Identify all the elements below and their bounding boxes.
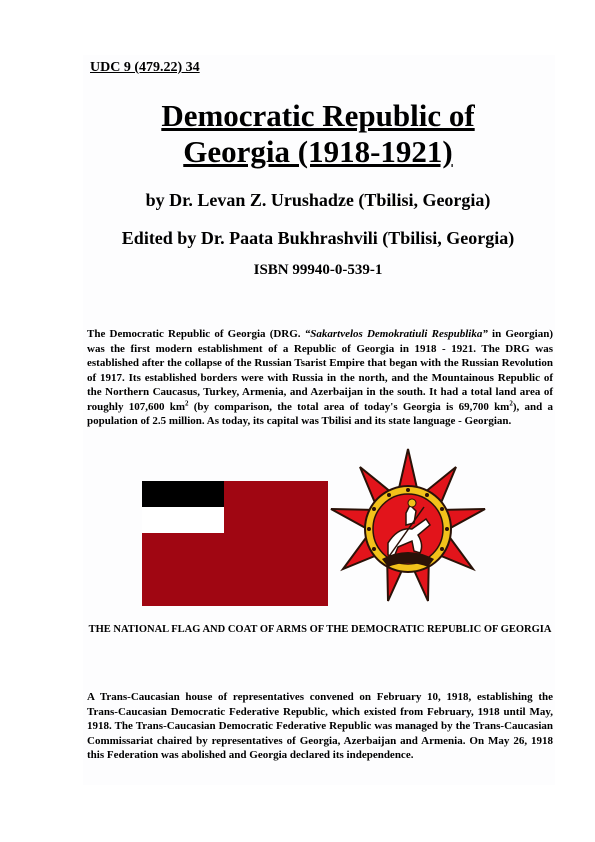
coat-of-arms [328,447,488,607]
author-line: by Dr. Levan Z. Urushadze (Tbilisi, Georgia) [145,190,491,210]
udc-code: UDC 9 (479.22) 34 [90,60,200,75]
body-paragraph: A Trans-Caucasian house of representatives convened on February 10, 1918, establishing the Trans-Caucasian Democratic Federative Republic, which existed from February, 1918 until May, 1918. The Trans-Caucasian Democratic Federative Republic was managed by the Trans-Caucasian Commissariat chaired by representatives of Georgia, Azerbaijan and Armenia. On May 26, 1918 this Federation was abolished and Georgia declared its independence. [87,691,553,761]
intro-text-4: ), and a population of 2.5 million. As today, its capital was Tbilisi and its state language - Georgian. [87,400,553,427]
editor-line: Edited by Dr. Paata Bukhrashvili (Tbilisi, Georgia) [121,228,515,248]
native-name: “Sakartvelos Demokratiuli Respublika” [304,328,488,340]
superscript-1: 2 [185,398,189,407]
national-flag [142,481,328,606]
flag-canton-white-stripe [142,507,224,533]
intro-paragraph [87,327,553,429]
title-line-2: Georgia (1918-1921) [183,134,453,169]
title-line-1: Democratic Republic of [161,98,475,133]
intro-text-3: (by comparison, the total area of today's Georgia is 69,700 km [188,400,510,413]
intro-text-2: in Georgian) was the first modern establishment of a Republic of Georgia in 1918 - 1921. The DRG was established after the collapse of the Russian Tsarist Empire that began with the Russian Revolution of 1917. Its established borders were with Russia in the north, and the Mountainous Republic of the Northern Caucasus, Turkey, Armenia, and Azerbaijan in the south. It had a total land area of roughly 107,600 km [87,328,554,413]
superscript-2: 2 [509,398,513,407]
isbn-line: ISBN 99940-0-539-1 [253,262,383,278]
page-title [90,98,546,170]
intro-text-1: The Democratic Republic of Georgia (DRG. [87,328,305,340]
flag-canton-black-stripe [142,481,224,507]
figure-caption: THE NATIONAL FLAG AND COAT OF ARMS OF THE DEMOCRATIC REPUBLIC OF GEORGIA [88,624,552,635]
